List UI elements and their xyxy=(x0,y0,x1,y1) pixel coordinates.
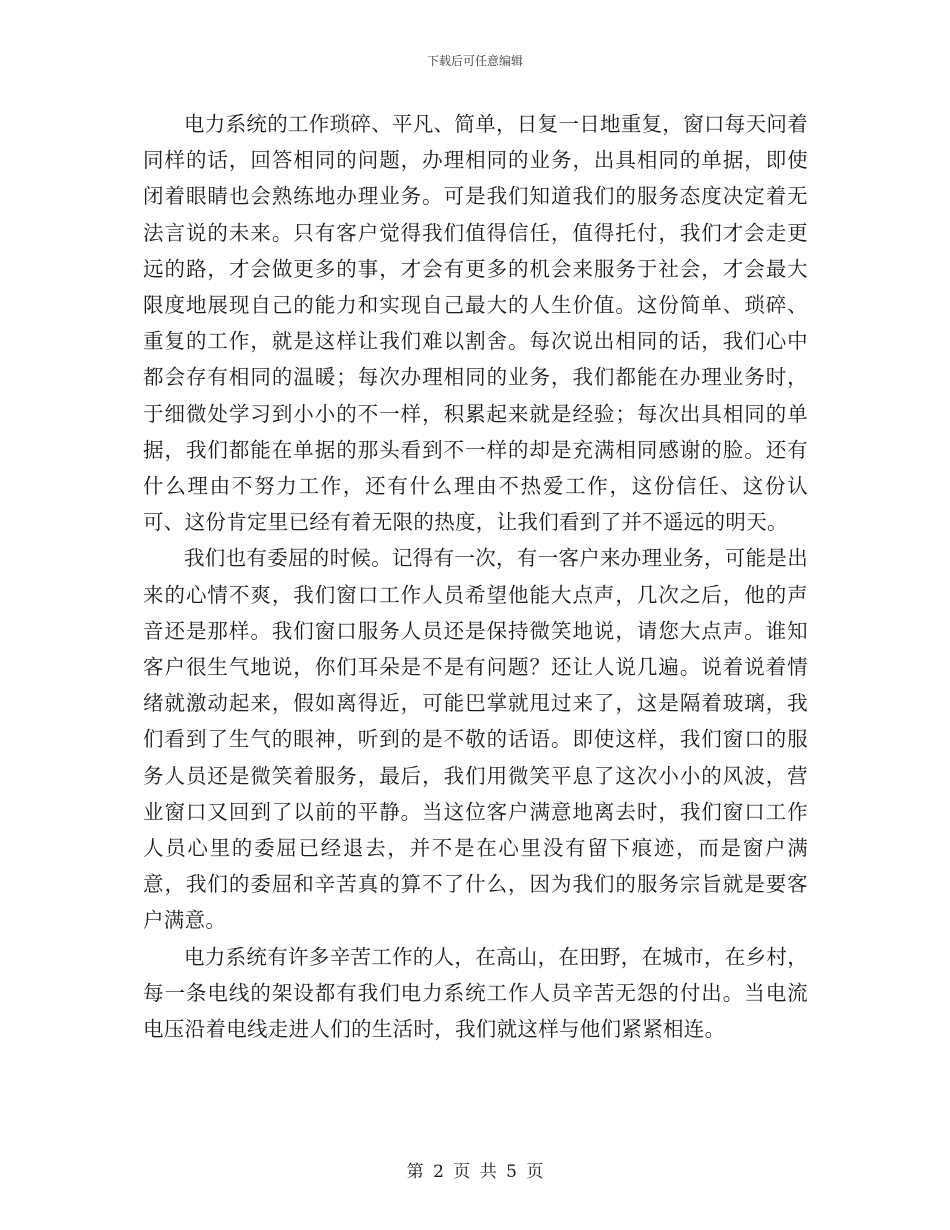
total-pages-number: 5 xyxy=(506,1162,517,1182)
paragraph: 我们也有委屈的时候。记得有一次，有一客户来办理业务，可能是出来的心情不爽，我们窗口工作人员希望他能大点声，几次之后，他的声音还是那样。我们窗口服务人员还是保持微笑地说，请您大点声。谁知客户很生气地说，你们耳朵是不是有问题？还让人说几遍。说着说着情绪就激动起来，假如离得近，可能巴掌就甩过来了，这是隔着玻璃，我们看到了生气的眼神，听到的是不敬的话语。即使这样，我们窗口的服务人员还是微笑着服务，最后，我们用微笑平息了这次小小的风波，营业窗口又回到了以前的平静。当这位客户满意地离去时，我们窗口工作人员心里的委屈已经退去，并不是在心里没有留下痕迹，而是窗户满意，我们的委屈和辛苦真的算不了什么，因为我们的服务宗旨就是要客户满意。 xyxy=(143,546,808,933)
paragraph: 电力系统的工作琐碎、平凡、简单，日复一日地重复，窗口每天问着同样的话，回答相同的问题，办理相同的业务，出具相同的单据，即使闭着眼睛也会熟练地办理业务。可是我们知道我们的服务态度决定着无法言说的未来。只有客户觉得我们值得信任，值得托付，我们才会走更远的路，才会做更多的事，才会有更多的机会来服务于社会，才会最大限度地展现自己的能力和实现自己最大的人生价值。这份简单、琐碎、重复的工作，就是这样让我们难以割舍。每次说出相同的话，我们心中都会存有相同的温暖；每次办理相同的业务，我们都能在办理业务时，于细微处学习到小小的不一样，积累起来就是经验；每次出具相同的单据，我们都能在单据的那头看到不一样的却是充满相同感谢的脸。还有什么理由不努力工作，还有什么理由不热爱工作，这份信任、这份认可、这份肯定里已经有着无限的热度，让我们看到了并不遥远的明天。 xyxy=(143,112,808,535)
paragraph: 电力系统有许多辛苦工作的人，在高山，在田野，在城市，在乡村，每一条电线的架设都有我们电力系统工作人员辛苦无怨的付出。当电流电压沿着电线走进人们的生活时，我们就这样与他们紧紧相连。 xyxy=(143,944,808,1042)
footer-suffix: 页 xyxy=(526,1162,544,1182)
current-page-number: 2 xyxy=(433,1162,444,1182)
page-header: 下载后可任意编辑 xyxy=(426,54,523,68)
page-number-footer xyxy=(0,1157,950,1182)
footer-prefix: 第 xyxy=(406,1162,424,1182)
document-body xyxy=(143,106,808,1047)
footer-total-word: 共 xyxy=(479,1162,497,1182)
footer-page-word: 页 xyxy=(453,1162,471,1182)
